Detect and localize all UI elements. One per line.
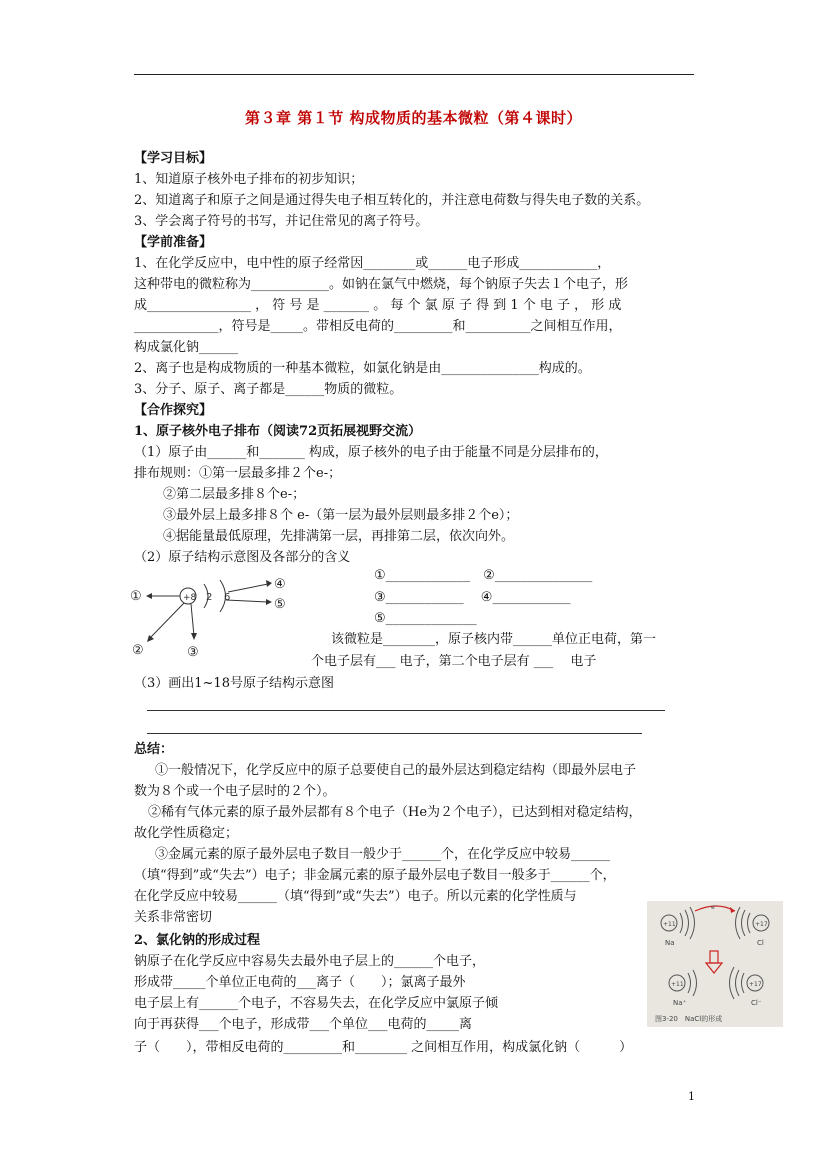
prep-line: 成________________ ， 符 号 是 _______ 。 每 个 氯 原 子 得 到 1 个 电 子 ， 形 成 — [134, 298, 622, 313]
diagram-blank-row: ①_____________ ②_______________ — [374, 568, 593, 583]
nacl-line: 电子层上有______个电子，不容易失去，在化学反应中氯原子倾 — [134, 996, 499, 1011]
prep-line: 3、分子、原子、离子都是______物质的微粒。 — [134, 382, 403, 397]
summary-heading: 总结： — [134, 742, 174, 757]
objective-1: 1、知道原子核外电子排布的初步知识； — [134, 172, 364, 187]
diagram-blank-row: ③____________ ④____________ — [374, 590, 571, 605]
summary-line: 在化学反应中较易______（填“得到”或“失去”）电子。所以元素的化学性质与 — [134, 889, 577, 904]
marker-2: ② — [132, 643, 144, 658]
shell1-count: 2 — [206, 592, 213, 603]
nacl-line: 向于再获得___个电子，形成带___个单位___电荷的_____离 — [134, 1017, 473, 1032]
diagram-question: 该微粒是________，原子核内带______单位正电荷，第一 — [331, 632, 657, 647]
page-number: 1 — [688, 1090, 695, 1103]
subsection-heading-nacl: 2、氯化钠的形成过程 — [134, 933, 261, 948]
diagram-blank-row: ⑤______________ — [374, 611, 477, 626]
marker-1: ① — [130, 589, 142, 604]
prep-line: 这种带电的微粒称为____________。如钠在氯气中燃烧，每个钠原子失去１个电子，形 — [134, 277, 629, 292]
nucleus-label: +8 — [183, 593, 197, 603]
summary-line: ③金属元素的原子最外层电子数目一般少于______个，在化学反应中较易______ — [155, 847, 611, 862]
explore-line: ③最外层上最多排８个 e-（第一层为最外层则最多排２个e）； — [163, 508, 519, 523]
marker-4: ④ — [274, 577, 286, 592]
summary-line: 故化学性质稳定； — [134, 826, 239, 841]
section-heading-objectives: 【学习目标】 — [134, 151, 213, 166]
svg-text:+17: +17 — [755, 921, 768, 928]
prep-line: _____________，符号是_____。带相反电荷的_________和__________之间相互作用， — [134, 319, 622, 334]
nacl-line: 子（ ），带相反电荷的_________和________ 之间相互作用，构成氯化钠（ ） — [134, 1040, 633, 1055]
objective-3: 3、学会离子符号的书写，并记住常见的离子符号。 — [134, 214, 429, 229]
explore-line: （1）原子由______和_______ 构成，原子核外的电子由于能量不同是分层排布的， — [134, 445, 608, 460]
svg-text:Cl: Cl — [757, 939, 764, 947]
arrow-5 — [226, 600, 268, 602]
explore-line: ④据能量最低原理，先排满第一层，再排第二层，依次向外。 — [163, 529, 515, 544]
svg-text:e⁻: e⁻ — [711, 904, 718, 911]
explore-line: （2）原子结构示意图及各部分的含义 — [134, 550, 351, 565]
summary-line: 数为８个或一个电子层时的２个）。 — [134, 784, 336, 799]
prep-line: 1、在化学反应中，电中性的原子经常因________或______电子形成____________， — [134, 256, 611, 271]
answer-line — [147, 710, 665, 711]
figure-caption: 图3-20 NaCl的形成 — [655, 1015, 723, 1023]
section-heading-preparation: 【学前准备】 — [134, 235, 213, 250]
svg-text:Cl⁻: Cl⁻ — [751, 999, 762, 1007]
drawing-prompt: （3）画出1~18号原子结构示意图 — [134, 676, 334, 691]
header-rule — [134, 74, 694, 75]
answer-line — [147, 733, 642, 734]
svg-text:+11: +11 — [671, 981, 684, 988]
marker-3: ③ — [187, 645, 199, 660]
svg-text:Na: Na — [665, 939, 675, 947]
summary-line: 关系非常密切 — [134, 910, 213, 925]
subsection-heading: 1、原子核外电子排布（阅读72页拓展视野交流） — [134, 424, 422, 439]
nacl-formation-figure — [647, 901, 783, 1027]
page-title: 第３章 第１节 构成物质的基本微粒（第４课时） — [245, 109, 582, 127]
objective-2: 2、知道离子和原子之间是通过得失电子相互转化的，并注意电荷数与得失电子数的关系。 — [134, 193, 650, 208]
explore-line: ②第二层最多排８个e-； — [163, 487, 306, 502]
arrow-4 — [228, 584, 268, 592]
arrow-3 — [191, 604, 194, 636]
svg-text:Na⁺: Na⁺ — [673, 999, 687, 1007]
shell2-count: 6 — [224, 592, 231, 603]
summary-line: ①一般情况下，化学反应中的原子总要使自己的最外层达到稳定结构（即最外层电子 — [155, 763, 637, 778]
section-heading-explore: 【合作探究】 — [134, 403, 213, 418]
prep-line: 构成氯化钠______ — [134, 340, 239, 355]
explore-line: 排布规则：①第一层最多排２个e-； — [134, 466, 342, 481]
diagram-question: 个电子层有___ 电子，第二个电子层有 ___ 电子 — [311, 654, 597, 669]
atomic-structure-diagram — [128, 570, 308, 665]
nacl-line: 钠原子在化学反应中容易失去最外电子层上的______个电子， — [134, 954, 486, 969]
svg-text:+17: +17 — [749, 981, 762, 988]
summary-line: ②稀有气体元素的原子最外层都有８个电子（He为２个电子），已达到相对稳定结构， — [148, 805, 642, 820]
marker-5: ⑤ — [274, 597, 286, 612]
nacl-line: 形成带_____个单位正电荷的___离子（ ）；氯离子最外 — [134, 975, 466, 990]
svg-text:+11: +11 — [663, 921, 676, 928]
prep-line: 2、离子也是构成物质的一种基本微粒，如氯化钠是由_______________构成的。 — [134, 361, 591, 376]
arrow-2 — [150, 603, 184, 638]
summary-line: （填“得到”或“失去”）电子；非金属元素的原子最外层电子数目一般多于______个， — [134, 868, 616, 883]
